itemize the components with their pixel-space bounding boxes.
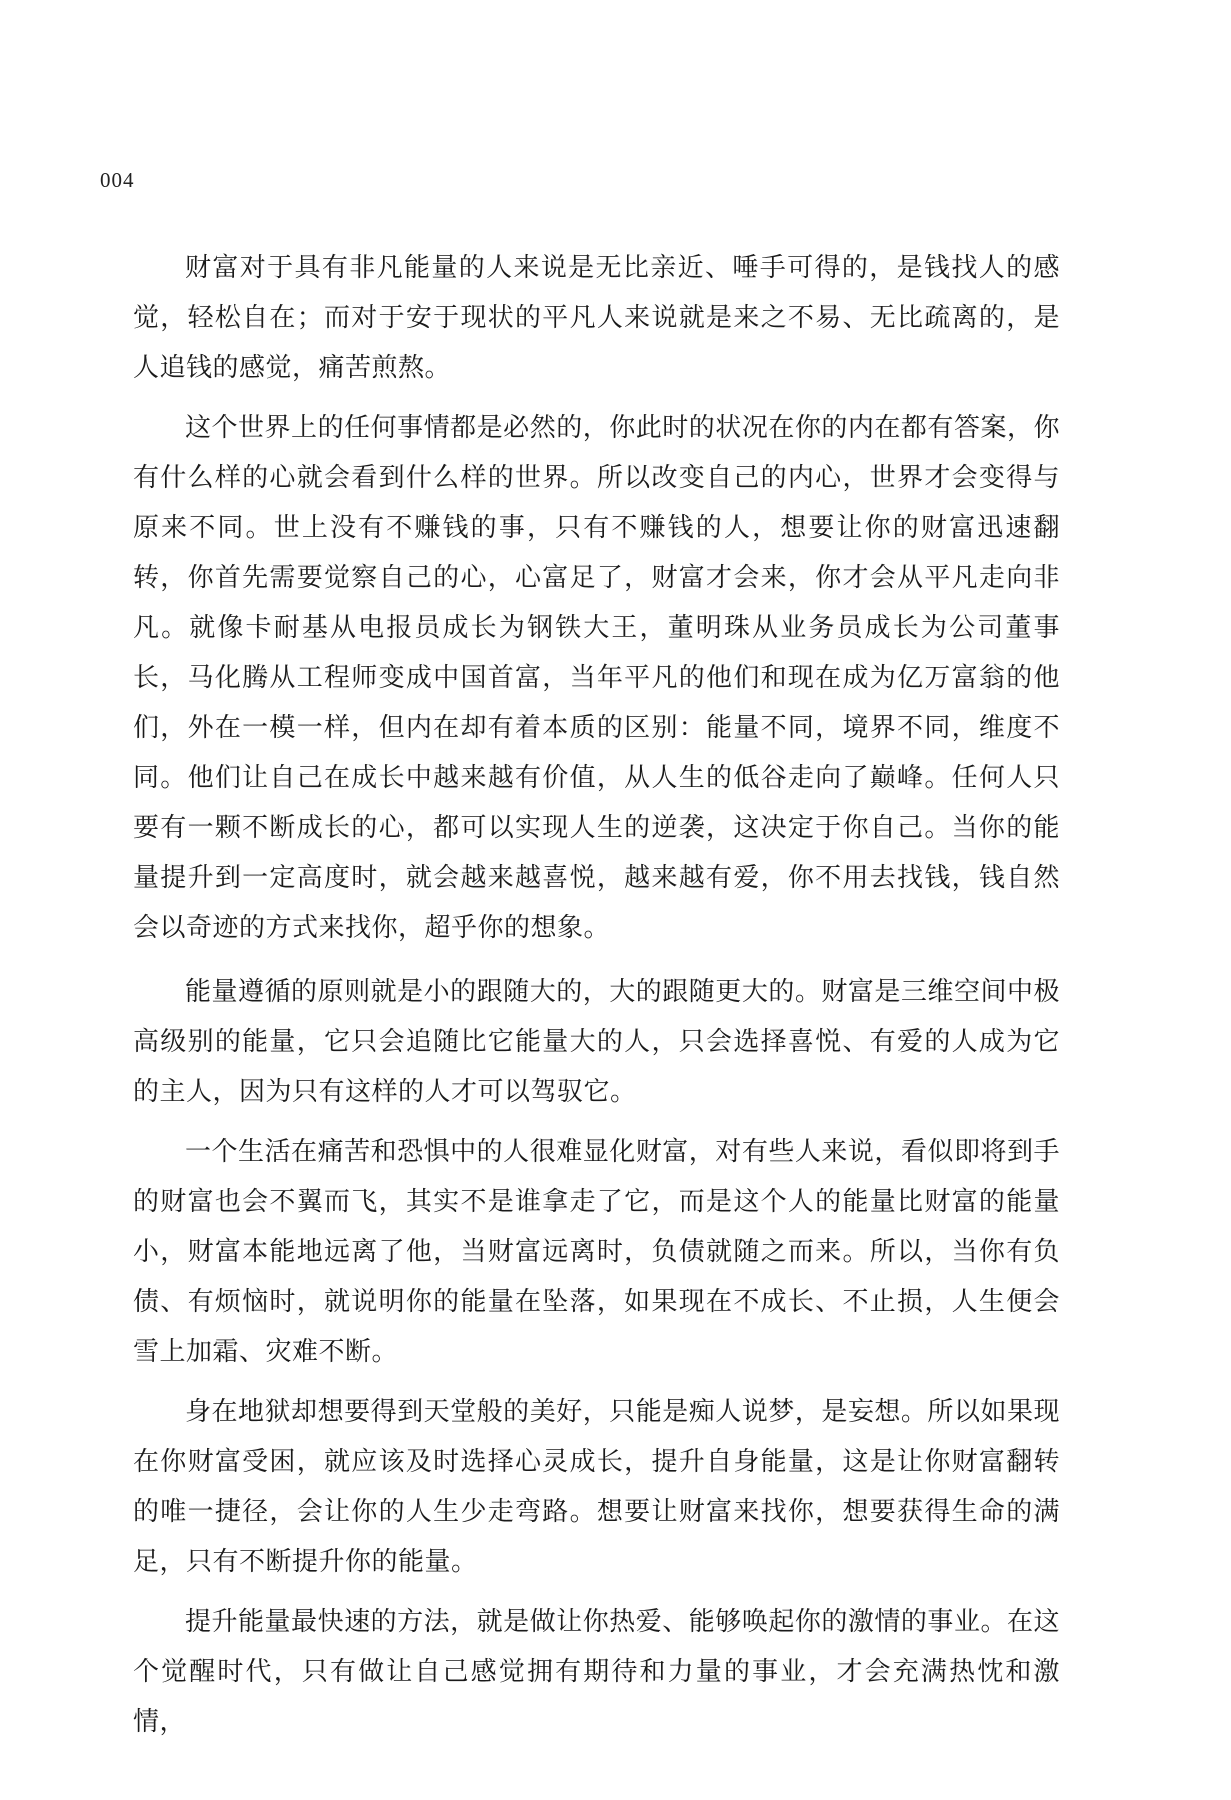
- body-text: [133, 243, 1060, 1747]
- paragraph-6: 提升能量最快速的方法，就是做让你热爱、能够唤起你的激情的事业。在这个觉醒时代，只有做让自己感觉拥有期待和力量的事业，才会充满热忱和激情，: [133, 1607, 1060, 1737]
- paragraph-1: 财富对于具有非凡能量的人来说是无比亲近、唾手可得的，是钱找人的感觉，轻松自在；而对于安于现状的平凡人来说就是来之不易、无比疏离的，是人追钱的感觉，痛苦煎熬。: [133, 253, 1060, 383]
- paragraph-4: 一个生活在痛苦和恐惧中的人很难显化财富，对有些人来说，看似即将到手的财富也会不翼而飞，其实不是谁拿走了它，而是这个人的能量比财富的能量小，财富本能地远离了他，当财富远离时，负债就随之而来。所以，当你有负债、有烦恼时，就说明你的能量在坠落，如果现在不成长、不止损，人生便会雪上加霜、灾难不断。: [133, 1137, 1060, 1367]
- page-number: 004: [100, 168, 135, 192]
- paragraph-5: 身在地狱却想要得到天堂般的美好，只能是痴人说梦，是妄想。所以如果现在你财富受困，就应该及时选择心灵成长，提升自身能量，这是让你财富翻转的唯一捷径，会让你的人生少走弯路。想要让财富来找你，想要获得生命的满足，只有不断提升你的能量。: [133, 1397, 1060, 1577]
- paragraph-2: 这个世界上的任何事情都是必然的，你此时的状况在你的内在都有答案，你有什么样的心就会看到什么样的世界。所以改变自己的内心，世界才会变得与原来不同。世上没有不赚钱的事，只有不赚钱的人，想要让你的财富迅速翻转，你首先需要觉察自己的心，心富足了，财富才会来，你才会从平凡走向非凡。就像卡耐基从电报员成长为钢铁大王，董明珠从业务员成长为公司董事长，马化腾从工程师变成中国首富，当年平凡的他们和现在成为亿万富翁的他们，外在一模一样，但内在却有着本质的区别：能量不同，境界不同，维度不同。他们让自己在成长中越来越有价值，从人生的低谷走向了巅峰。任何人只要有一颗不断成长的心，都可以实现人生的逆袭，这决定于你自己。当你的能量提升到一定高度时，就会越来越喜悦，越来越有爱，你不用去找钱，钱自然会以奇迹的方式来找你，超乎你的想象。: [133, 413, 1060, 943]
- paragraph-3: 能量遵循的原则就是小的跟随大的，大的跟随更大的。财富是三维空间中极高级别的能量，它只会追随比它能量大的人，只会选择喜悦、有爱的人成为它的主人，因为只有这样的人才可以驾驭它。: [133, 977, 1060, 1107]
